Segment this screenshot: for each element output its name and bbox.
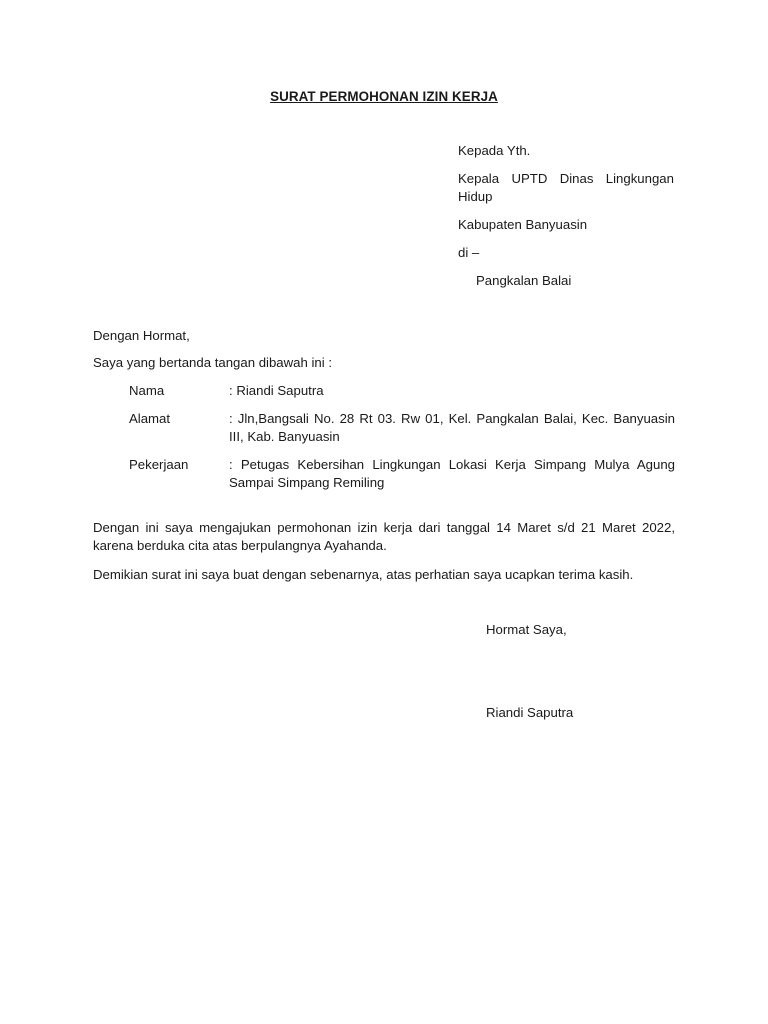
closing-paragraph: Demikian surat ini saya buat dengan sebenarnya, atas perhatian saya ucapkan terima kasih. xyxy=(93,567,634,582)
closing-greeting: Hormat Saya, xyxy=(486,622,567,637)
recipient-greeting: Kepada Yth. xyxy=(458,143,531,158)
field-row-pekerjaan xyxy=(129,456,675,492)
recipient-position-words xyxy=(458,170,674,188)
field-label: Pekerjaan xyxy=(129,457,189,472)
recipient-word: UPTD xyxy=(511,171,548,186)
field-label: Alamat xyxy=(129,411,171,426)
field-value: : Jln,Bangsali No. 28 Rt 03. Rw 01, Kel. Pangkalan Balai, Kec. Banyuasin III, Kab. Banyuasin xyxy=(229,411,675,444)
signer-name: Riandi Saputra xyxy=(486,705,574,720)
recipient-at: di – xyxy=(458,245,480,260)
recipient-word: Lingkungan xyxy=(605,171,674,186)
intro-text: Saya yang bertanda tangan dibawah ini : xyxy=(93,355,333,370)
field-label: Nama xyxy=(129,383,165,398)
recipient-word: Kepala xyxy=(458,171,500,186)
recipient-position-tail: Hidup xyxy=(458,189,493,204)
field-row-nama xyxy=(129,382,675,400)
request-paragraph: Dengan ini saya mengajukan permohonan izin kerja dari tanggal 14 Maret s/d 21 Maret 2022, karena berduka cita atas berpulangnya Ayahanda. xyxy=(93,520,675,553)
identity-fields xyxy=(129,382,675,502)
recipient-regency: Kabupaten Banyuasin xyxy=(458,217,588,232)
salutation: Dengan Hormat, xyxy=(93,328,190,343)
letter-title: SURAT PERMOHONAN IZIN KERJA xyxy=(270,89,498,104)
recipient-word: Dinas xyxy=(559,171,594,186)
field-value: : Petugas Kebersihan Lingkungan Lokasi Kerja Simpang Mulya Agung Sampai Simpang Remiling xyxy=(229,457,675,490)
recipient-city: Pangkalan Balai xyxy=(476,273,572,288)
recipient-block xyxy=(458,142,674,300)
field-value: : Riandi Saputra xyxy=(229,383,324,398)
field-row-alamat xyxy=(129,410,675,446)
recipient-position xyxy=(458,170,674,206)
